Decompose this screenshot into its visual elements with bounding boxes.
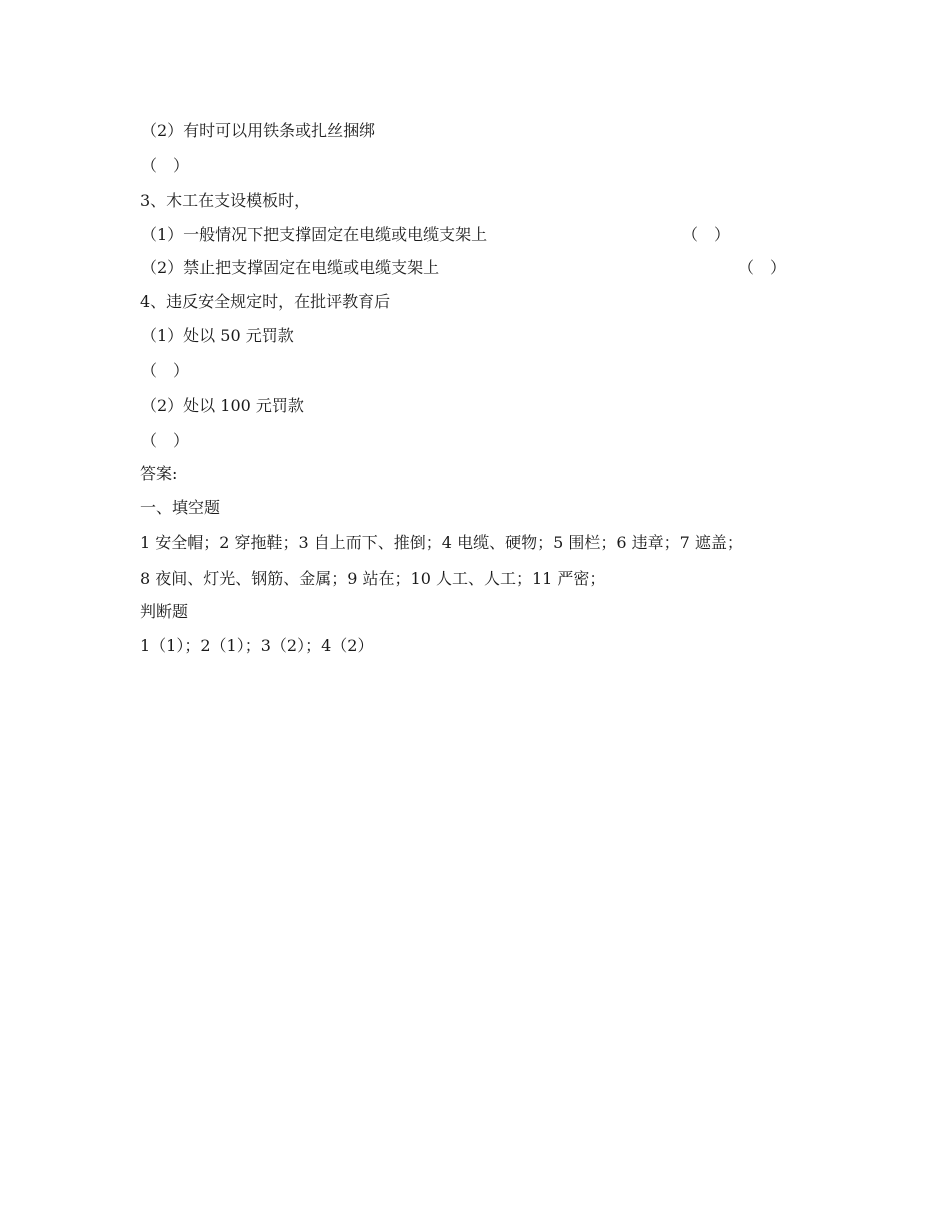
q3-option-1: （1）一般情况下把支撑固定在电缆或电缆支架上 — [141, 225, 488, 244]
fill-blank-section-title: 一、填空题 — [140, 498, 221, 517]
q3-option-1-answer-blank: （ ） — [682, 225, 731, 244]
true-false-section-title: 判断题 — [140, 602, 189, 621]
fill-blank-answers-line-2: 8 夜间、灯光、钢筋、金属；9 站在；10 人工、人工；11 严密； — [140, 569, 606, 588]
q3-stem: 3、木工在支设模板时， — [140, 191, 311, 210]
q3-option-2: （2）禁止把支撑固定在电缆或电缆支架上 — [141, 258, 440, 277]
q2-option-2-answer-blank: （ ） — [141, 156, 190, 175]
q4-option-1-answer-blank: （ ） — [141, 361, 190, 380]
q4-option-2-answer-blank: （ ） — [141, 431, 190, 450]
answers-heading: 答案: — [140, 464, 178, 483]
q4-option-1: （1）处以 50 元罚款 — [141, 326, 294, 345]
true-false-answers-line: 1（1）；2（1）；3（2）；4（2） — [140, 636, 374, 655]
q2-option-2: （2）有时可以用铁条或扎丝捆绑 — [141, 121, 376, 140]
fill-blank-answers-line-1: 1 安全帽；2 穿拖鞋；3 自上而下、推倒；4 电缆、硬物；5 围栏；6 违章；7 遮盖； — [140, 533, 743, 552]
q3-option-2-answer-blank: （ ） — [738, 258, 787, 277]
q4-option-2: （2）处以 100 元罚款 — [141, 396, 304, 415]
q4-stem: 4、违反安全规定时，在批评教育后 — [140, 292, 391, 311]
